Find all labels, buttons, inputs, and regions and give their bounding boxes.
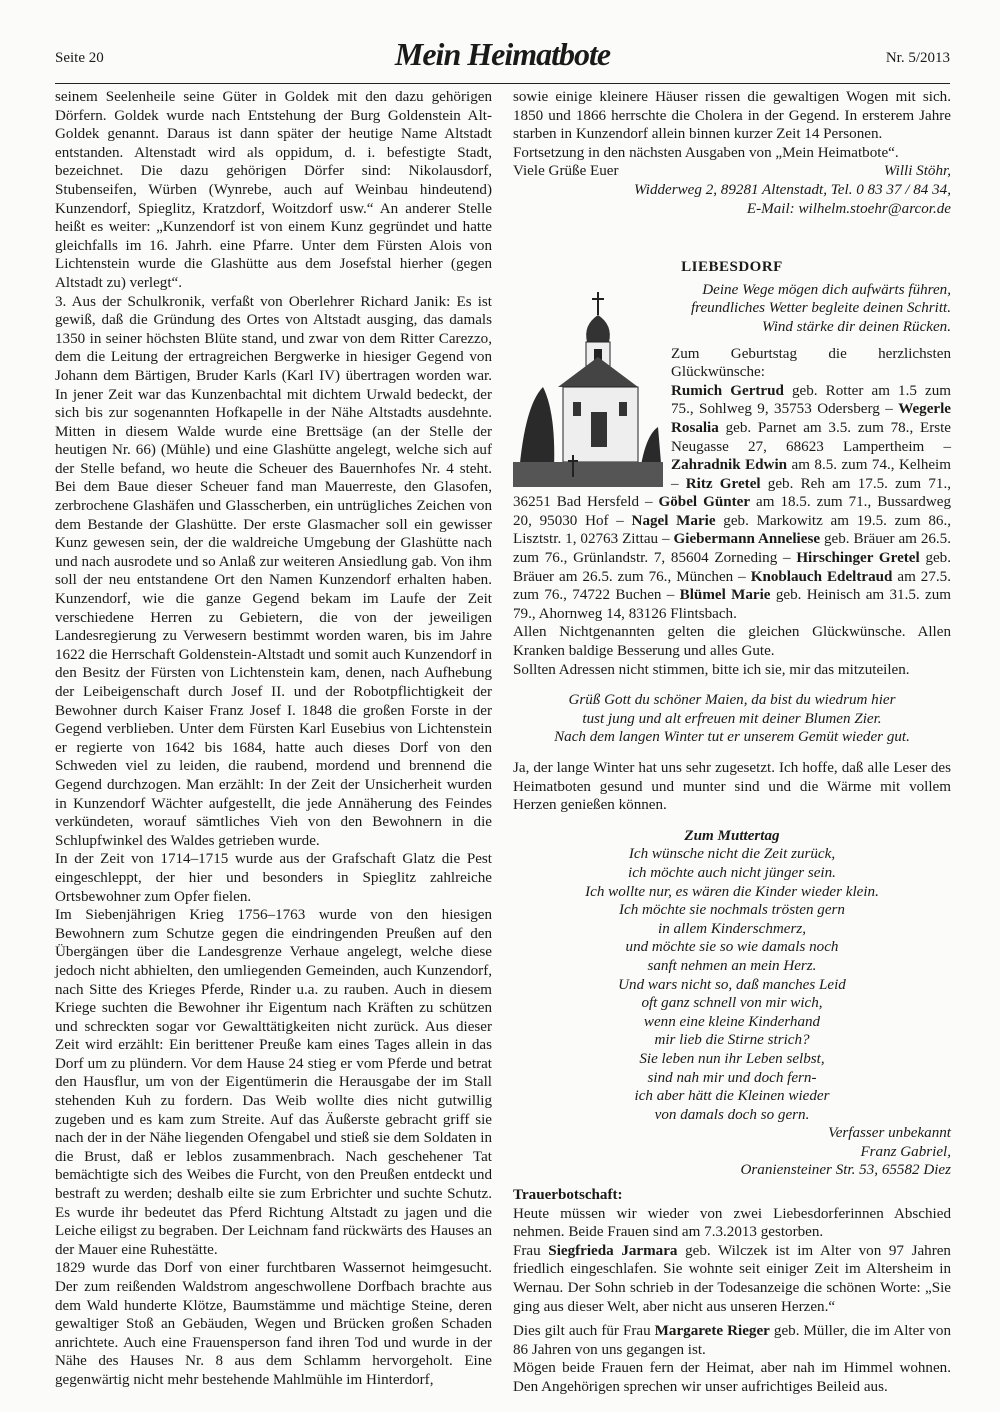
birthday-intro: Zum Geburtstag die herzlichsten Glückwünsche: xyxy=(671,345,951,381)
author-address: Widderweg 2, 89281 Altenstadt, Tel. 0 83 37 / 84 34, xyxy=(634,181,951,198)
person-name: Ritz Gretel xyxy=(685,475,761,492)
birthday-details: geb. Rotter am 1.5 zum 75., Sohlweg 9, 35753 Odersberg – xyxy=(671,382,951,418)
birthday-details: geb. Bräuer am 26.5. zum 76., München – xyxy=(513,550,952,585)
mourning-notice-1 xyxy=(513,1242,951,1316)
right-column xyxy=(513,88,951,1397)
mourning-title: Trauerbotschaft: xyxy=(513,1187,623,1204)
verse-line: freundliches Wetter begleite deinen Schritt. xyxy=(690,300,951,317)
left-column xyxy=(55,88,492,1390)
paragraph: In der Zeit von 1714–1715 wurde aus der Grafschaft Glatz die Pest eingeschleppt, der hier und besonders in Spieglitz zahlreiche Ortsbewohner zum Opfer fielen. xyxy=(55,851,492,905)
paragraph: seinem Seelenheile seine Güter in Goldek mit den dazu gehörigen Dörfern. Goldek wurde nach Entstehung der Burg Goldenstein Alt-Goldek genannt. Daraus ist dann später der heutige Name Altstadt entstanden. Altenstadt wird als oppidum, d. i. befestigte Stadt, bezeichnet. Die dazu gehörigen Dörfer sind: Nikolausdorf, Stubenseifen, Würben (Wynrebe, auch auf Weinbau hindeutend) Kunzendorf, Spieglitz, Kratzdorf, Woitzdorf usw.“ An anderer Stelle heißt es weiter: „Kunzendorf ist von einem Kunz gegründet und hatte gleichfalls im 16. Jahrh. eine Pfarre. Unter dem Fürsten Alois von Lichtenstein wurde die Glashütte aus dem Josefstal hierher (gegen Altstadt zu) verlegt“. xyxy=(55,89,492,291)
poem-line: sanft nehmen an mein Herz. xyxy=(647,957,817,974)
mourning-close: Mögen beide Frauen fern der Heimat, aber nah im Himmel wohnen. Den Angehörigen sprechen wir unser aufrichtiges Beileid aus. xyxy=(513,1360,951,1395)
mourning-details: geb. Wilczek ist im Alter von 97 Jahren friedlich eingeschlafen. Sie wohnte seit einiger Zeit im Altersheim in Wernau. Der Sohn schrieb in der Todesanzeige die schönen Worte: „Sie ging aus dieser Welt, aber nicht aus unseren Herzen.“ xyxy=(513,1242,951,1315)
mourning-notice-2 xyxy=(513,1322,951,1359)
poem-sender: Franz Gabriel, xyxy=(860,1143,951,1160)
paragraph: 3. Aus der Schulkronik, verfaßt von Oberlehrer Richard Janik: Es ist gewiß, daß die Gründung des Ortes von Altstadt ausging, das damals 1350 in seiner höchsten Blüte stand, und zwar von dem Ritter Carezzo, dem die Leitung der ertragreichen Bergwerke in hiesiger Gegend von Johann dem Bärtigen, Bruder Karls (Karl IV) übertragen worden war. In jener Zeit war das Kunzenbachtal mit dichtem Urwald bedeckt, der sich bis zur sogenannten Hofkapelle in der Nähe Altstadts ausdehnte. Mitten in diesem Walde wurde eine Brettsäge (an der Stelle der heutigen Nr. 66) (Mühle) und eine Glashütte angelegt, welche sich auf der Stelle befand, wo heute die Scheuer des Bauernhofes Nr. 4 steht. Bei dem Baue dieser Scheuer fand man Mauerreste, den Glasofen, zerbrochene Glashäfen und Glasscherben, ein untrügliches Zeichen von dem Bestande der Glashütte. Der erste Glasmacher soll ein gewisser Kunz gewesen sein, der die waldreiche Umgebung der Glashütte nach und nach ausrodete und so Anlaß zur weiteren Ansiedlung gab. Von ihm soll der neu entstandene Ort den Namen Kunzendorf erhalten haben. Kunzendorf, wie die ganze Gegend bekam im Laufe der Zeit verschiedene Herren zu Gebietern, die von der jeweiligen Landesregierung zu Verwesern bestimmt worden waren, bis im Jahre 1622 die Herrschaft Goldenstein-Altstadt und somit auch Kunzendorf in den Besitz der Fürsten von Lichtenstein kam, denen, nach Aufhebung der Leibeigenschaft durch Josef II. und der Robotpflichtigkeit der Bewohner durch Kaiser Franz Josef I. 1848 die großen Forste in der Gegend verblieben. Unter dem Fürsten Karl Eusebius von Lichtenstein er regierte von 1642 bis 1684, hatte auch dieses Dorf von den Schweden viel zu leiden, die raubend, mordend und brennend die Gegend durchzogen. Man erzählt: In der Zeit der Unsicherheit wurden in Kunzendorf Wächter aufgestellt, die jede Annäherung des Feindes verkündeten, worauf sämtliches Vieh von den Bewohnern in die Schlupfwinkel des Waldes getrieben wurde. xyxy=(55,293,492,849)
page-number: Seite 20 xyxy=(55,50,104,66)
may-verse xyxy=(513,691,951,747)
continuation-note: Fortsetzung in den nächsten Ausgaben von „Mein Heimatbote“. xyxy=(513,144,899,161)
person-name: Blümel Marie xyxy=(679,587,771,604)
poem-line: Ich möchte sie nochmals trösten gern xyxy=(619,902,845,919)
wishes: Allen Nichtgenannten gelten die gleichen Glückwünsche. Allen Kranken baldige Besserung und alles Gute. xyxy=(513,624,951,660)
masthead-logo: Mein Heimatbote xyxy=(394,36,611,72)
birthday-details: am 27.5. zum 76., 74722 Buchen – xyxy=(513,568,951,604)
verse-line: Wind stärke dir deinen Rücken. xyxy=(761,318,951,335)
poem-line: sind nah mir und doch fern- xyxy=(647,1069,817,1086)
birthday-details: geb. Parnet am 3.5. zum 78., Erste Neugasse 27, 68623 Lampertheim – xyxy=(671,419,951,455)
poem-title: Zum Muttertag xyxy=(684,827,780,844)
birthday-details: geb. Markowitz am 19.5. zum 86., Lisztstr. 1, 02763 Zittau – xyxy=(513,512,951,548)
mourning-prefix: Frau xyxy=(513,1242,549,1259)
person-name: Knoblauch Edeltraud xyxy=(750,568,893,585)
birthday-details: am 18.5. zum 71., Bussardweg 20, 95030 Hof – xyxy=(513,494,951,529)
church-illustration xyxy=(513,287,663,487)
author-name: Willi Stöhr, xyxy=(883,163,951,180)
person-name: Rumich Gertrud xyxy=(671,382,784,399)
poem-author: Verfasser unbekannt xyxy=(828,1125,951,1142)
birthday-details: geb. Bräuer am 26.5. zum 76., Grünlandstr. 7, 85604 Zorneding – xyxy=(513,531,952,567)
greeting: Viele Grüße Euer xyxy=(513,163,619,180)
person-name: Nagel Marie xyxy=(631,512,716,529)
paragraph: Im Siebenjährigen Krieg 1756–1763 wurde von den hiesigen Bewohnern zum Schutze gegen die eindringenden Preußen auf den Übergängen über die Landesgrenze Verhaue angelegt, welche diese jedoch nicht abhielten, den umliegenden Gemeinden, auch Kunzendorf, nach Sitte des Krieges Pferde, Rinder u.a. zu rauben. Auch in diesem Kriege suchten die Bewohner ihr Eigentum nach Kräften zu schützen und schreckten sogar vor Gewalttätigkeiten nicht zurück. Aus dieser Zeit wird erzählt: Ein berittener Preuße kam eines Tages allein in das Dorf um zu plündern. Vor dem Hause 24 stieg er vom Pferde und betrat den Hausflur, um von der Eigentümerin die Herausgabe der im Stall stehenden Kuh zu fordern. Das Weib wollte dies nicht gutwillig zugeben und es kam zum Streite. Auf das Äußerste gebracht griff sie nach der in der Nähe liegenden Ofengabel und stieß sie dem Soldaten in die Brust, daß er leblos zusammenbrach. Nach geschehener Tat bemächtigte sich des Weibes die Furcht, von den Preußen entdeckt und bestraft zu werden; deshalb eilte sie zum Erbrichter und suchte Schutz. Es wurde ihr bedeutet das Pferd Richtung Altstadt zu jagen und die Leiche eiligst zu begraben. Der Leichnam fand rückwärts des Hauses an der Mauer eine Ruhestätte. xyxy=(55,907,492,1258)
verse-line: Nach dem langen Winter tut er unserem Gemüt wieder gut. xyxy=(554,729,910,746)
mourning-prefix: Dies gilt auch für Frau xyxy=(513,1323,655,1340)
poem-line: Und wars nicht so, daß manches Leid xyxy=(618,976,846,993)
poem-line: Ich wollte nur, es wären die Kinder wieder klein. xyxy=(585,883,879,900)
poem-line: in allem Kinderschmerz, xyxy=(658,920,806,937)
person-name: Göbel Günter xyxy=(658,494,751,511)
person-name: Siegfrieda Jarmara xyxy=(548,1242,678,1259)
verse-line: Deine Wege mögen dich aufwärts führen, xyxy=(702,281,951,298)
person-name: Hirschinger Gretel xyxy=(796,550,920,567)
section-title: LIEBESDORF xyxy=(681,259,783,276)
poem-sender-address: Oraniensteiner Str. 53, 65582 Diez xyxy=(740,1162,951,1179)
signature-row xyxy=(513,162,951,181)
mourning-intro: Heute müssen wir wieder von zwei Liebesdorferinnen Abschied nehmen. Beide Frauen sind am 7.3.2013 gestorben. xyxy=(513,1205,951,1241)
verse-line: Grüß Gott du schöner Maien, da bist du wiedrum hier xyxy=(568,692,896,709)
issue-number: Nr. 5/2013 xyxy=(885,50,950,66)
birthday-details: geb. Reh am 17.5. zum 71., 36251 Bad Hersfeld – xyxy=(513,475,951,511)
birthday-details: geb. Heinisch am 31.5. zum 79., Ahornweg 14, 83126 Flintsbach. xyxy=(513,587,952,622)
mourning-details: geb. Müller, die im Alter von 86 Jahren von uns gegangen ist. xyxy=(513,1323,952,1358)
poem-line: oft ganz schnell von mir wich, xyxy=(641,995,823,1012)
person-name: Wegerle Rosalia xyxy=(671,401,951,436)
poem-line: von damals doch so gern. xyxy=(654,1106,810,1123)
verse-line: tust jung und alt erfreuen mit deiner Blumen Zier. xyxy=(582,710,882,727)
poem-line: ich aber hätt die Kleinen wieder xyxy=(634,1088,830,1105)
page-header xyxy=(55,36,950,80)
poem-line: wenn eine kleine Kinderhand xyxy=(643,1013,821,1030)
poem-line: Ich wünsche nicht die Zeit zurück, xyxy=(628,846,836,863)
poem-line: Sie leben nun ihr Leben selbst, xyxy=(639,1050,825,1067)
paragraph: sowie einige kleinere Häuser rissen die gewaltigen Wogen mit sich. 1850 und 1866 herrschte die Cholera in der Gegend. In ersterem Jahre starben in Kunzendorf allein binnen kurzer Zeit 14 Personen. xyxy=(513,89,951,143)
person-name: Margarete Rieger xyxy=(654,1323,770,1340)
mothers-day-poem xyxy=(513,845,951,1124)
poem-line: ich möchte auch nicht jünger sein. xyxy=(628,864,836,881)
birthday-details: am 8.5. zum 74., Kelheim – xyxy=(671,457,951,492)
person-name: Zahradnik Edwin xyxy=(671,457,788,474)
author-email: E-Mail: wilhelm.stoehr@arcor.de xyxy=(746,200,951,217)
poem-line: und möchte sie so wie damals noch xyxy=(625,939,839,956)
poem-line: mir lieb die Stirne strich? xyxy=(654,1032,810,1049)
address-note: Sollten Adressen nicht stimmen, bitte ich sie, mir das mitzuteilen. xyxy=(513,661,910,678)
header-rule xyxy=(55,83,950,84)
person-name: Giebermann Anneliese xyxy=(673,531,821,548)
paragraph: 1829 wurde das Dorf von einer furchtbaren Wassernot heimgesucht. Der zum reißenden Waldstrom angeschwollene Dorfbach brachte aus dem Wald hunderte Klötze, Baumstämme und mächtige Steine, deren gewaltiger Stoß an Gebäuden, Wegen und Brücken großen Schaden anrichtete. Auch eine Frauensperson fand ihren Tod und wurde in der Nähe des Hauses Nr. 8 aus dem Schlamm hervorgeholt. Eine gegenwärtig nicht mehr bestehende Mahlmühle im Hinterdorf, xyxy=(55,1260,492,1388)
winter-note: Ja, der lange Winter hat uns sehr zugesetzt. Ich hoffe, daß alle Leser des Heimatboten gesund und munter sind und die Wärme mit vollem Herzen genießen können. xyxy=(513,760,951,814)
